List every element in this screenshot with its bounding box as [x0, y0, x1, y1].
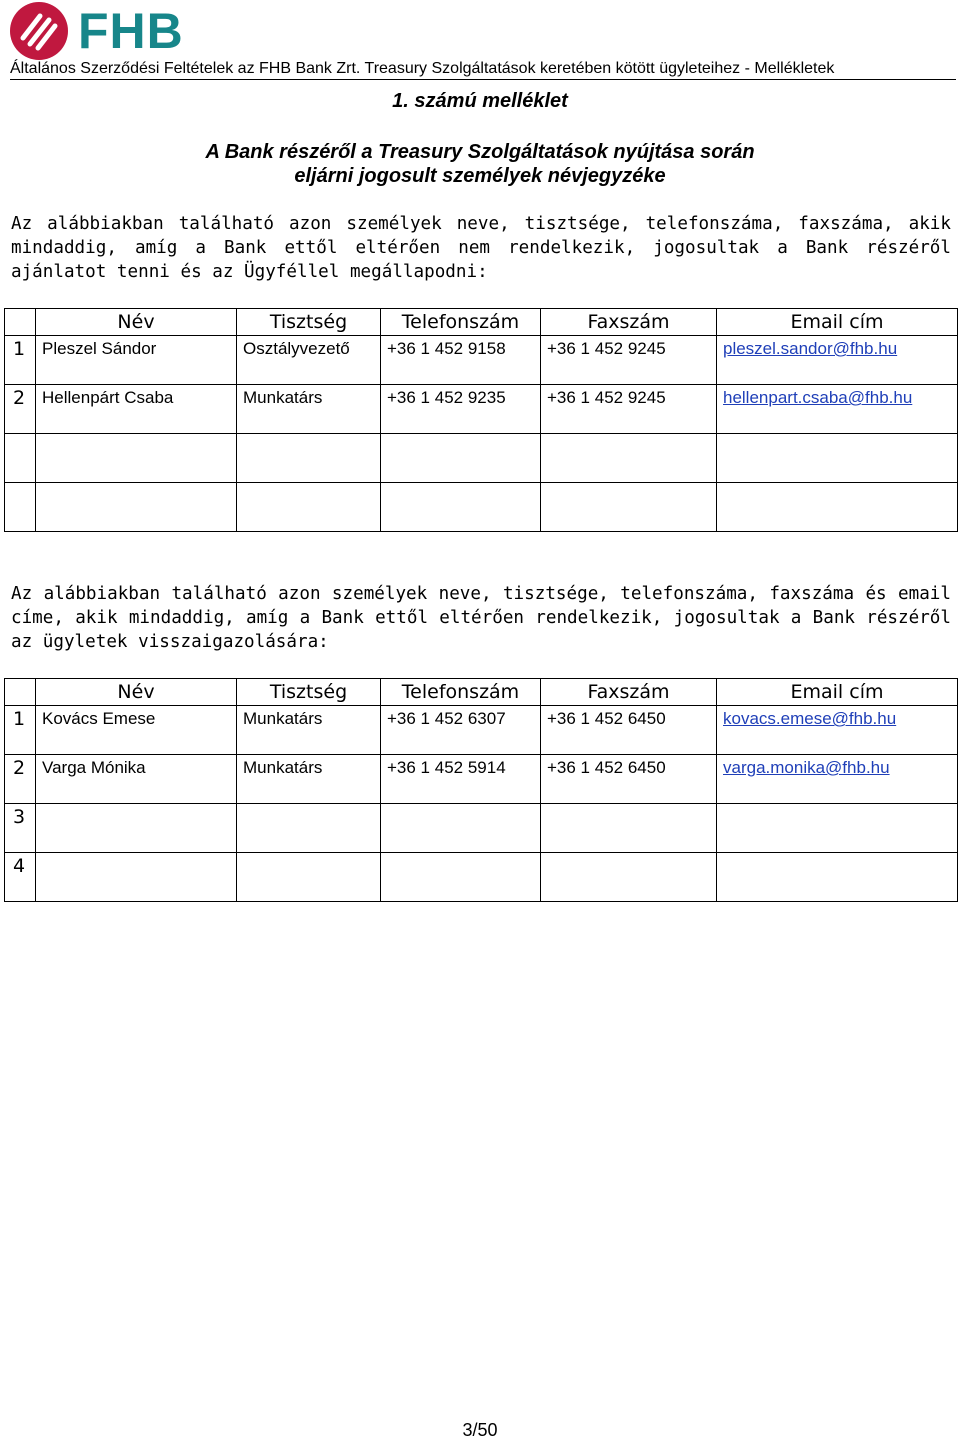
row-number: 1	[5, 336, 36, 385]
person-email-cell	[717, 385, 958, 434]
fhb-logo	[10, 2, 184, 60]
document-title-line-2: eljárni jogosult személyek névjegyzéke	[294, 165, 666, 187]
person-email-cell	[717, 706, 958, 755]
document-title-line-1: A Bank részéről a Treasury Szolgáltatások nyújtása során	[205, 141, 755, 163]
row-number: 3	[5, 804, 36, 853]
person-email-cell	[717, 336, 958, 385]
section2-intro: Az alábbiakban található azon személyek neve, tisztsége, telefonszáma, faxszáma és email címe, akik mindaddig, amíg a Bank ettől eltérően rendelkezik, jogosultak a Bank részéről az ügyletek visszaigazolására:	[11, 584, 951, 652]
table-row	[5, 853, 958, 902]
column-header-email: Email cím	[717, 309, 958, 336]
person-title	[237, 434, 381, 483]
email-link[interactable]: pleszel.sandor@fhb.hu	[723, 339, 898, 358]
person-name	[36, 804, 237, 853]
person-fax	[541, 804, 717, 853]
person-phone: +36 1 452 6307	[381, 706, 541, 755]
column-header-phone: Telefonszám	[381, 679, 541, 706]
email-link[interactable]: hellenpart.csaba@fhb.hu	[723, 388, 913, 407]
person-email-cell	[717, 434, 958, 483]
person-email-cell	[717, 483, 958, 532]
person-phone	[381, 853, 541, 902]
person-email-cell	[717, 755, 958, 804]
table-header-row	[5, 679, 958, 706]
column-header-phone: Telefonszám	[381, 309, 541, 336]
person-name: Kovács Emese	[36, 706, 237, 755]
table-header-row	[5, 309, 958, 336]
column-header-num	[5, 679, 36, 706]
table-row-empty	[5, 434, 958, 483]
person-name	[36, 483, 237, 532]
table-row	[5, 385, 958, 434]
table-row	[5, 804, 958, 853]
person-name	[36, 853, 237, 902]
person-name: Varga Mónika	[36, 755, 237, 804]
person-fax: +36 1 452 6450	[541, 706, 717, 755]
person-fax: +36 1 452 6450	[541, 755, 717, 804]
table-row	[5, 706, 958, 755]
table-row	[5, 336, 958, 385]
person-name: Hellenpárt Csaba	[36, 385, 237, 434]
person-phone	[381, 804, 541, 853]
email-link[interactable]: kovacs.emese@fhb.hu	[723, 709, 897, 728]
annex-title: 1. számú melléklet	[392, 90, 568, 112]
person-phone: +36 1 452 9235	[381, 385, 541, 434]
person-fax	[541, 853, 717, 902]
column-header-name: Név	[36, 309, 237, 336]
section2-table	[4, 678, 958, 902]
person-title: Munkatárs	[237, 755, 381, 804]
column-header-num	[5, 309, 36, 336]
column-header-fax: Faxszám	[541, 679, 717, 706]
section1-intro: Az alábbiakban található azon személyek neve, tisztsége, telefonszáma, faxszáma, akik mindaddig, amíg a Bank ettől eltérően nem rendelkezik, jogosultak a Bank részéről ajánlatot tenni és az Ügyféllel megállapodni:	[11, 214, 951, 282]
logo-text: FHB	[78, 3, 184, 59]
person-email-cell	[717, 804, 958, 853]
table-row-empty	[5, 483, 958, 532]
person-email-cell	[717, 853, 958, 902]
person-title	[237, 483, 381, 532]
table-row	[5, 755, 958, 804]
row-number	[5, 434, 36, 483]
row-number: 2	[5, 755, 36, 804]
person-name	[36, 434, 237, 483]
row-number: 4	[5, 853, 36, 902]
person-title	[237, 804, 381, 853]
email-link[interactable]: varga.monika@fhb.hu	[723, 758, 890, 777]
row-number: 2	[5, 385, 36, 434]
person-title: Munkatárs	[237, 706, 381, 755]
person-phone	[381, 483, 541, 532]
page-number: 3/50	[462, 1420, 498, 1440]
document-title	[0, 140, 960, 188]
person-title	[237, 853, 381, 902]
person-fax: +36 1 452 9245	[541, 336, 717, 385]
column-header-fax: Faxszám	[541, 309, 717, 336]
person-fax	[541, 483, 717, 532]
person-fax	[541, 434, 717, 483]
person-title: Munkatárs	[237, 385, 381, 434]
person-title: Osztályvezető	[237, 336, 381, 385]
row-number: 1	[5, 706, 36, 755]
fhb-logo-mark-icon	[10, 2, 68, 60]
column-header-title: Tisztség	[237, 679, 381, 706]
person-phone: +36 1 452 9158	[381, 336, 541, 385]
person-phone: +36 1 452 5914	[381, 755, 541, 804]
row-number	[5, 483, 36, 532]
person-phone	[381, 434, 541, 483]
section1-table	[4, 308, 958, 532]
person-name: Pleszel Sándor	[36, 336, 237, 385]
column-header-name: Név	[36, 679, 237, 706]
column-header-email: Email cím	[717, 679, 958, 706]
person-fax: +36 1 452 9245	[541, 385, 717, 434]
column-header-title: Tisztség	[237, 309, 381, 336]
running-header: Általános Szerződési Feltételek az FHB Bank Zrt. Treasury Szolgáltatások keretében kötött ügyleteihez - Mellékletek	[10, 60, 956, 80]
